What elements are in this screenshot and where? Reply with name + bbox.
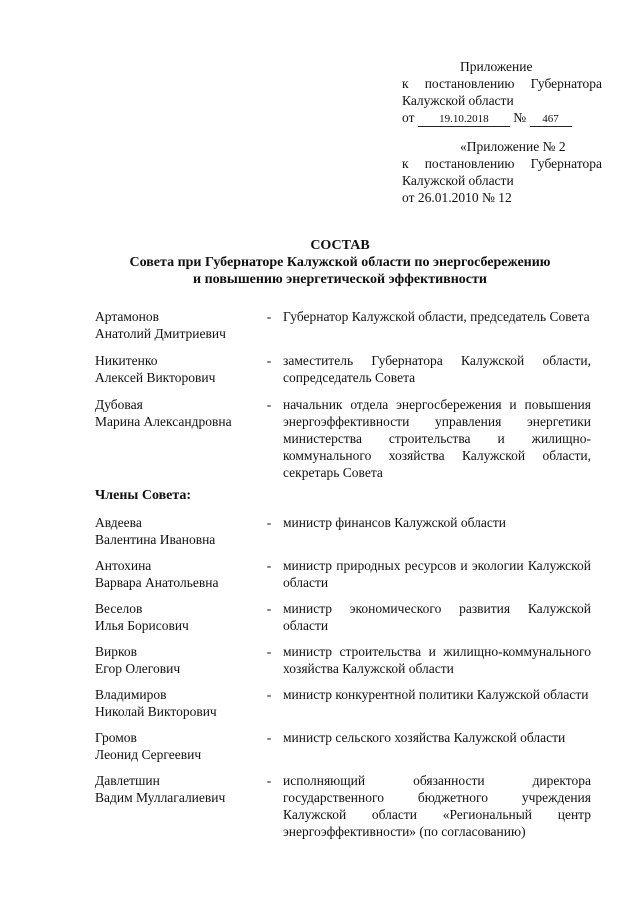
dash-separator: - (266, 687, 272, 702)
document-heading (100, 237, 580, 288)
person-given-name: Анатолий Дмитриевич (95, 326, 226, 341)
document-subtitle-line2: и повышению энергетической эффективности (193, 272, 487, 287)
person-given-name: Алексей Викторович (95, 370, 216, 385)
appendix2-block (402, 138, 602, 206)
person-surname: Громов (95, 730, 137, 745)
person-name (95, 772, 260, 806)
person-position: начальник отдела энергосбережения и повышения энергоэффективности управления энергетики министерства строительства и жилищно-коммунального хозяйства Калужской области, секретарь Совета (283, 397, 591, 480)
person-name (95, 600, 260, 634)
person-surname: Вирков (95, 644, 137, 659)
person-name (95, 557, 260, 591)
dash-separator: - (266, 730, 272, 745)
appendix-from-label: от (402, 110, 415, 125)
person-surname: Артамонов (95, 309, 160, 324)
person-name (95, 396, 260, 430)
person-surname: Дубовая (95, 397, 143, 412)
person-position: Губернатор Калужской области, председатель Совета (283, 309, 590, 324)
dash-separator: - (266, 773, 272, 788)
person-position: министр сельского хозяйства Калужской области (283, 730, 566, 745)
person-given-name: Николай Викторович (95, 704, 217, 719)
person-surname: Никитенко (95, 353, 158, 368)
person-position: министр строительства и жилищно-коммунального хозяйства Калужской области (283, 644, 591, 676)
person-given-name: Марина Александровна (95, 414, 232, 429)
person-position: министр природных ресурсов и экологии Калужской области (283, 558, 591, 590)
person-surname: Антохина (95, 558, 152, 573)
person-name (95, 643, 260, 677)
dash-separator: - (266, 644, 272, 659)
person-name (95, 686, 260, 720)
appendix2-date-line: от 26.01.2010 № 12 (402, 190, 512, 205)
person-name (95, 729, 260, 763)
person-given-name: Леонид Сергеевич (95, 747, 202, 762)
dash-separator: - (266, 558, 272, 573)
person-given-name: Валентина Ивановна (95, 532, 216, 547)
person-surname: Владимиров (95, 687, 167, 702)
person-given-name: Егор Олегович (95, 661, 181, 676)
person-surname: Авдеева (95, 515, 142, 530)
person-position: министр экономического развития Калужской области (283, 601, 591, 633)
person-position: исполняющий обязанности директора государственного бюджетного учреждения Калужской области «Региональный центр энергоэффективности» (по согласованию) (283, 773, 591, 839)
appendix2-region-line: Калужской области (402, 173, 514, 188)
person-name (95, 514, 260, 548)
dash-separator: - (266, 601, 272, 616)
person-name (95, 308, 260, 342)
dash-separator: - (266, 353, 272, 368)
appendix-decree-line: к постановлению Губернатора (402, 76, 602, 91)
person-given-name: Варвара Анатольевна (95, 575, 219, 590)
appendix-number-label: № (513, 110, 527, 125)
dash-separator: - (266, 397, 272, 412)
document-subtitle-line1: Совета при Губернаторе Калужской области по энергосбережению (129, 255, 551, 270)
appendix-date: 19.10.2018 (418, 113, 510, 127)
dash-separator: - (266, 515, 272, 530)
appendix-number: 467 (530, 113, 572, 127)
appendix2-decree-line: к постановлению Губернатора (402, 156, 602, 171)
person-given-name: Илья Борисович (95, 618, 189, 633)
appendix-date-line (402, 109, 602, 127)
person-name (95, 352, 260, 386)
person-surname: Веселов (95, 601, 143, 616)
members-heading: Члены Совета: (95, 488, 192, 503)
appendix-region-line: Калужской области (402, 93, 514, 108)
person-position: министр конкурентной политики Калужской области (283, 687, 589, 702)
appendix2-title: «Приложение № 2 (460, 139, 566, 154)
person-given-name: Вадим Муллагалиевич (95, 790, 226, 805)
person-surname: Давлетшин (95, 773, 160, 788)
document-title: СОСТАВ (310, 238, 370, 253)
appendix-block (402, 58, 602, 127)
appendix-title: Приложение (460, 59, 533, 74)
person-position: министр финансов Калужской области (283, 515, 506, 530)
dash-separator: - (266, 309, 272, 324)
person-position: заместитель Губернатора Калужской области, сопредседатель Совета (283, 353, 591, 385)
